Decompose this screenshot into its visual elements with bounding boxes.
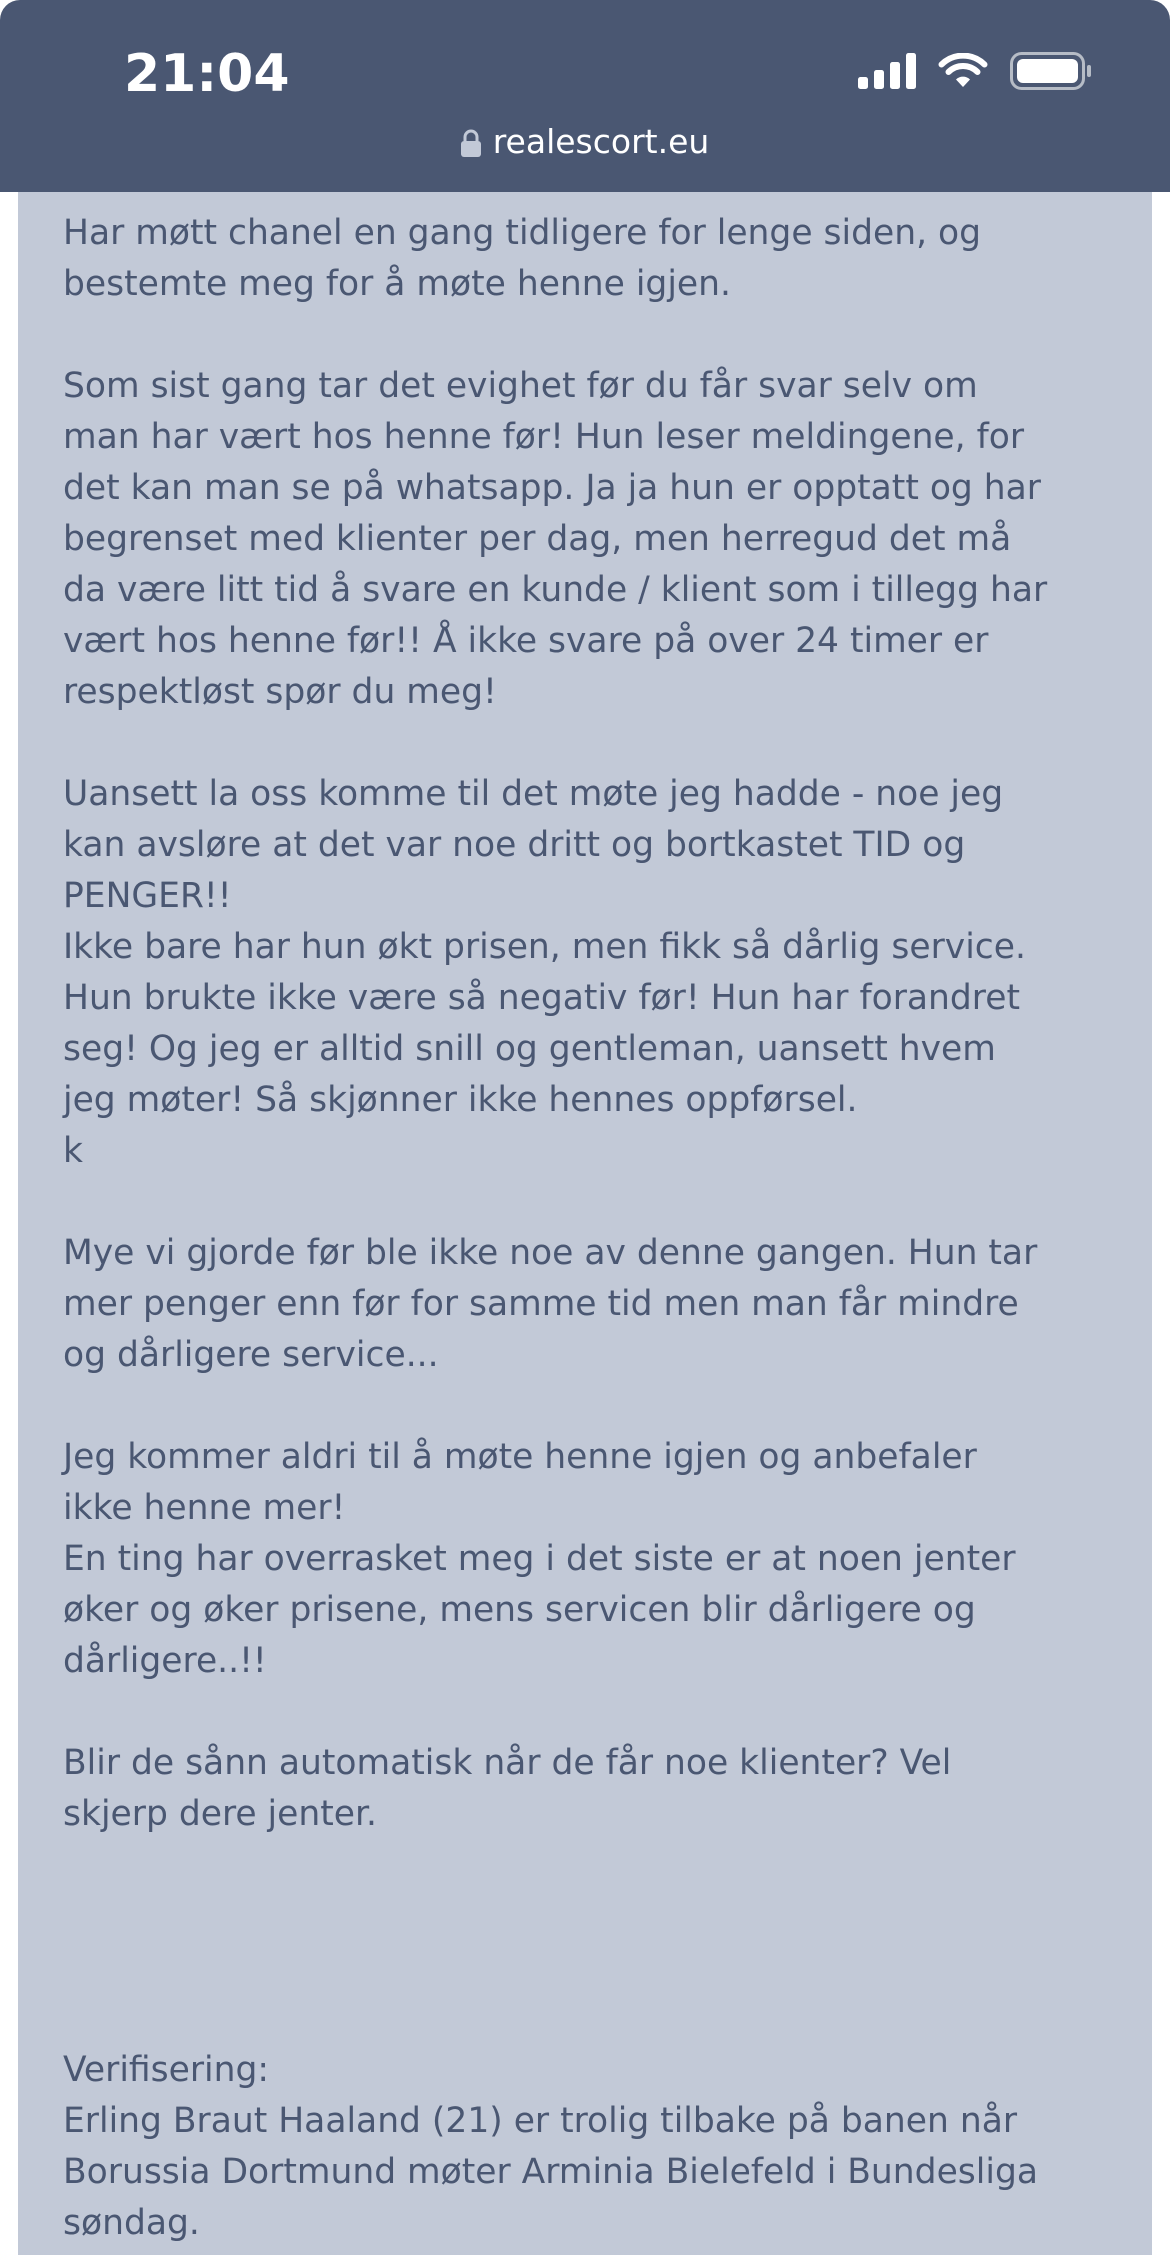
browser-header <box>0 0 1170 192</box>
address-bar[interactable] <box>0 122 1170 165</box>
verification-text: Verifisering: Erling Braut Haaland (21) er trolig tilbake på banen når Borussia Dortmund møter Arminia Bielefeld i Bundesliga søndag. <box>63 2050 1038 2243</box>
signal-icon <box>858 53 916 94</box>
status-time: 21:04 <box>124 44 290 104</box>
review-content <box>18 192 1152 2255</box>
status-icons <box>858 52 1092 95</box>
review-text: Har møtt chanel en gang tidligere for lenge siden, og bestemte meg for å møte henne igjen. Som sist gang tar det evighet før du får svar selv om man har vært hos henne før! Hun leser meldingene, for det kan man se på whatsapp. Ja ja hun er opptatt og har begrenset med klienter per dag, men herregud det må da være litt tid å svare en kunde / klient som i tillegg har vært hos henne før!! Å ikke svare på over 24 timer er respektløst spør du meg! Uansett la oss komme til det møte jeg hadde - noe jeg kan avsløre at det var noe dritt og bortkastet TID og PENGER!! Ikke bare har hun økt prisen, men fikk så dårlig service. Hun brukte ikke være så negativ før! Hun har forandret seg! Og jeg er alltid snill og gentleman, uansett hvem jeg møter! Så skjønner ikke hennes oppførsel. k Mye vi gjorde før ble ikke noe av denne gangen. Hun tar mer penger enn før for samme tid men man får mindre og dårligere service... Jeg kommer aldri til å møte henne igjen og anbefaler ikke henne mer! En ting har overrasket meg i det siste er at noen jenter øker og øker prisene, mens servicen blir dårligere og dårligere..!! Blir de sånn automatisk når de får noe klienter? Vel skjerp dere jenter. <box>63 213 1048 1834</box>
wifi-icon <box>938 53 988 94</box>
battery-icon <box>1010 52 1092 95</box>
lock-icon <box>461 126 481 165</box>
url-text: realescort.eu <box>492 122 710 161</box>
